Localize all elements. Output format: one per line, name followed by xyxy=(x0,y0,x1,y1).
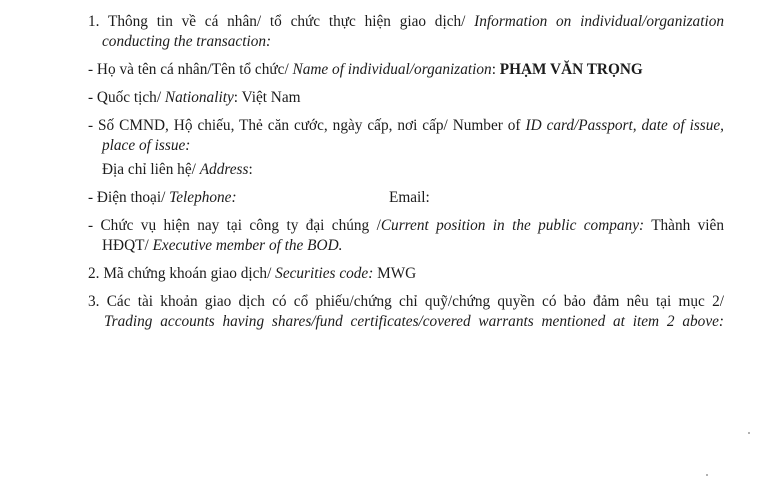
address-row xyxy=(102,160,253,180)
id-row-line1 xyxy=(88,116,724,136)
item3-number: 3. xyxy=(88,293,100,310)
name-label-vi: - Họ và tên cá nhân/Tên tổ chức/ xyxy=(88,61,289,78)
name-value: PHẠM VĂN TRỌNG xyxy=(499,61,643,78)
scan-speck xyxy=(706,474,708,476)
nationality-colon: : xyxy=(233,89,238,106)
email-label: Email: xyxy=(389,189,430,206)
nationality-row xyxy=(88,88,301,108)
address-colon: : xyxy=(248,161,253,178)
nationality-value: Việt Nam xyxy=(241,89,301,106)
name-colon: : xyxy=(491,61,496,78)
item3-line1 xyxy=(88,292,724,312)
item2-value: MWG xyxy=(377,265,417,282)
item1-line2: conducting the transaction: xyxy=(102,33,272,50)
position-value-line1: Thành viên xyxy=(651,217,724,234)
name-label-en: Name of individual/organization xyxy=(292,61,492,78)
item1-en-text: Information on individual/organization xyxy=(474,13,724,30)
scan-speck xyxy=(748,432,750,434)
position-value-vi: HĐQT/ xyxy=(102,237,149,254)
position-label-vi: - Chức vụ hiện nay tại công ty đại chúng / xyxy=(88,217,381,234)
item1-vi-text: Thông tin về cá nhân/ tổ chức thực hiện giao dịch/ xyxy=(107,13,466,30)
position-row-line1 xyxy=(88,216,724,236)
id-row-line2: place of issue: xyxy=(102,137,191,154)
item1-number: 1. xyxy=(88,13,100,30)
nationality-label-en: Nationality xyxy=(164,89,234,106)
item2-label-en: Securities code: xyxy=(275,265,374,282)
item2-row xyxy=(88,264,416,284)
item1-line1 xyxy=(88,12,724,32)
phone-label-vi: - Điện thoại/ xyxy=(88,189,166,206)
item3-en-text: Trading accounts having shares/fund certificates/covered warrants mentioned at item 2 above: xyxy=(104,313,724,330)
nationality-label-vi: - Quốc tịch/ xyxy=(88,89,162,106)
position-row-line2 xyxy=(102,236,342,256)
item3-line2 xyxy=(104,312,724,332)
phone-label-en: Telephone: xyxy=(169,189,237,206)
item2-label-vi: Mã chứng khoán giao dịch/ xyxy=(103,265,272,282)
name-row xyxy=(88,60,643,80)
address-label-en: Address xyxy=(199,161,249,178)
item3-vi-text: Các tài khoản giao dịch có cổ phiếu/chứng chỉ quỹ/chứng quyền có bảo đảm nêu tại mục 2/ xyxy=(106,293,724,310)
position-value-en: Executive member of the BOD. xyxy=(152,237,343,254)
item2-number: 2. xyxy=(88,265,100,282)
id-label-vi: - Số CMND, Hộ chiếu, Thẻ căn cước, ngày cấp, nơi cấp/ Number of xyxy=(88,117,521,134)
phone-row xyxy=(88,188,237,208)
address-label-vi: Địa chỉ liên hệ/ xyxy=(102,161,196,178)
position-label-en: Current position in the public company: xyxy=(380,217,645,234)
id-label-en: ID card/Passport, date of issue, xyxy=(525,117,724,134)
